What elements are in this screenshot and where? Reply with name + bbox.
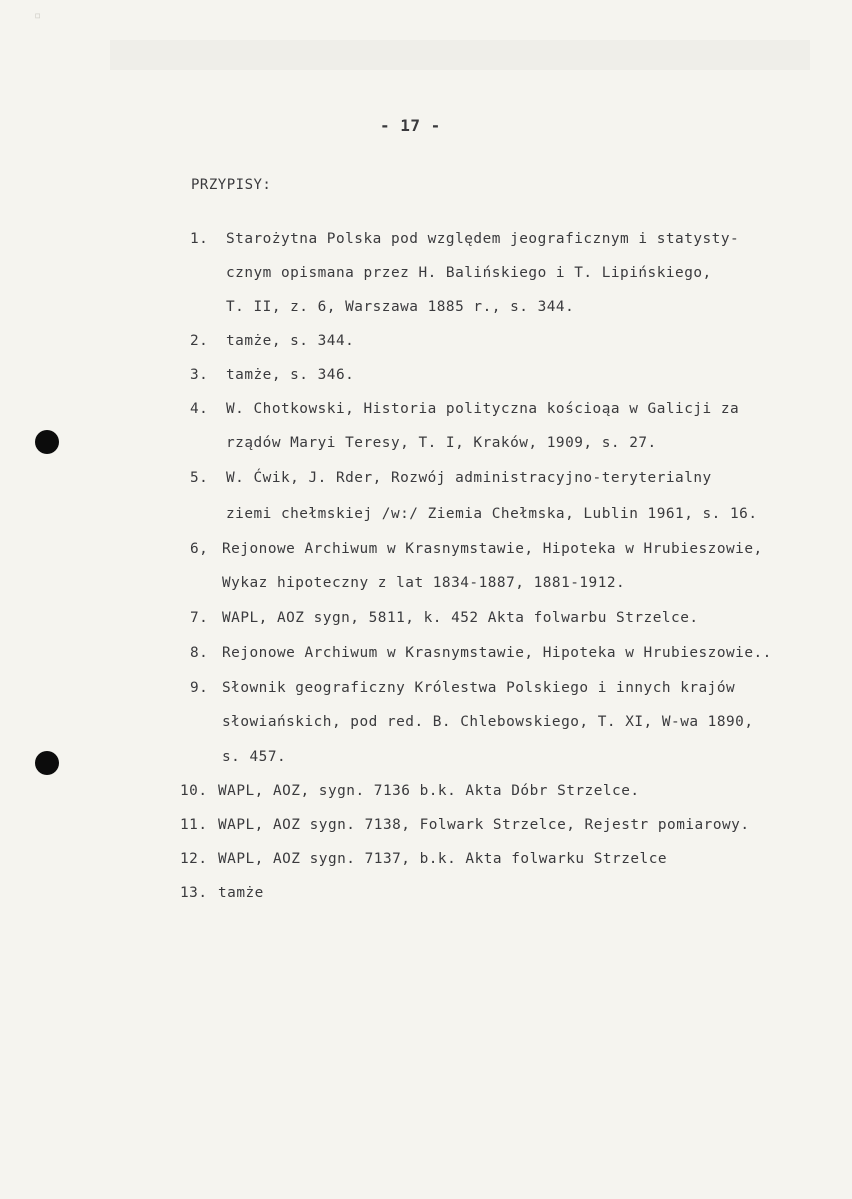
footnote-number: 12.	[180, 851, 208, 867]
footnote-number: 6,	[190, 541, 209, 557]
footnote-line: Starożytna Polska pod względem jeograficznym i statysty-	[226, 231, 740, 247]
footnote-line: cznym opismana przez H. Balińskiego i T. Lipińskiego,	[226, 265, 712, 281]
punch-hole-top	[35, 430, 59, 454]
footnote-line: Rejonowe Archiwum w Krasnymstawie, Hipoteka w Hrubieszowie,	[222, 541, 763, 557]
footnote-line: W. Chotkowski, Historia polityczna kościoąa w Galicji za	[226, 401, 740, 417]
punch-hole-bottom	[35, 751, 59, 775]
footnote-line: W. Ćwik, J. Rder, Rozwój administracyjno-teryterialny	[226, 470, 712, 486]
footnote-number: 13.	[180, 885, 208, 901]
footnote-number: 9.	[190, 680, 209, 696]
footnote-line: tamże, s. 344.	[226, 333, 355, 349]
footnote-line: Wykaz hipoteczny z lat 1834-1887, 1881-1912.	[222, 575, 626, 591]
footnote-number: 11.	[180, 817, 208, 833]
footnote-line: słowiańskich, pod red. B. Chlebowskiego, T. XI, W-wa 1890,	[222, 714, 754, 730]
footnote-number: 1.	[190, 231, 209, 247]
footnote-line: ziemi chełmskiej /w:/ Ziemia Chełmska, Lublin 1961, s. 16.	[226, 506, 758, 522]
footnote-line: Słownik geograficzny Królestwa Polskiego i innych krajów	[222, 680, 736, 696]
bleed-through-shadow	[110, 40, 810, 70]
footnote-line: Rejonowe Archiwum w Krasnymstawie, Hipoteka w Hrubieszowie..	[222, 645, 772, 661]
footnote-number: 4.	[190, 401, 209, 417]
footnote-line: tamże	[218, 885, 264, 901]
corner-stamp-mark: ▫	[34, 8, 42, 22]
footnote-line: WAPL, AOZ sygn. 7138, Folwark Strzelce, Rejestr pomiarowy.	[218, 817, 750, 833]
footnote-number: 8.	[190, 645, 209, 661]
footnote-number: 10.	[180, 783, 208, 799]
footnote-number: 7.	[190, 610, 209, 626]
footnote-number: 5.	[190, 470, 209, 486]
footnote-line: s. 457.	[222, 749, 287, 765]
page-number: - 17 -	[380, 116, 441, 135]
footnote-number: 3.	[190, 367, 209, 383]
footnotes-heading: PRZYPISY:	[191, 177, 272, 193]
footnote-line: WAPL, AOZ sygn, 5811, k. 452 Akta folwarbu Strzelce.	[222, 610, 699, 626]
footnote-line: WAPL, AOZ sygn. 7137, b.k. Akta folwarku Strzelce	[218, 851, 668, 867]
footnote-line: T. II, z. 6, Warszawa 1885 r., s. 344.	[226, 299, 575, 315]
footnote-line: rządów Maryi Teresy, T. I, Kraków, 1909, s. 27.	[226, 435, 657, 451]
footnote-number: 2.	[190, 333, 209, 349]
footnote-line: WAPL, AOZ, sygn. 7136 b.k. Akta Dóbr Strzelce.	[218, 783, 640, 799]
footnote-line: tamże, s. 346.	[226, 367, 355, 383]
